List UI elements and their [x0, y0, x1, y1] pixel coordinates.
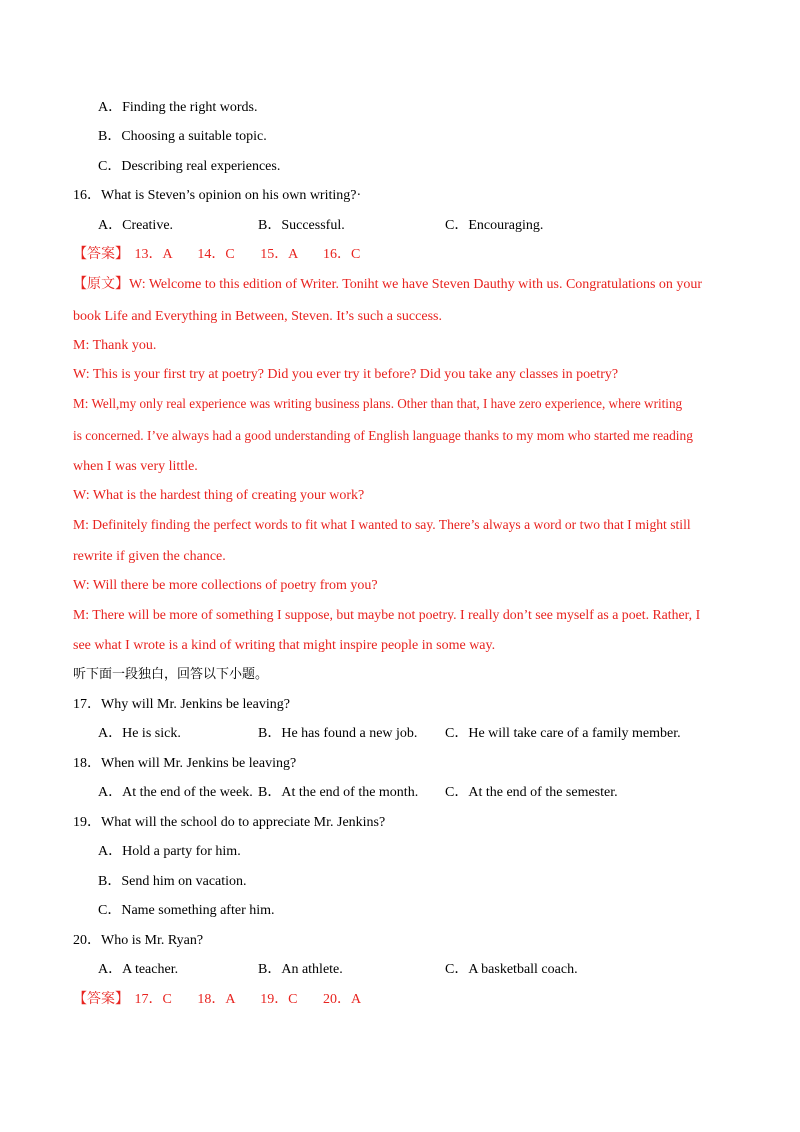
q17-option-c: C．He will take care of a family member.: [445, 726, 681, 741]
q20-option-c: C．A basketball coach.: [445, 962, 578, 977]
q20-option-b: B．An athlete.: [258, 962, 343, 977]
q18-option-b: B．At the end of the month.: [258, 785, 419, 800]
transcript-text: W: Welcome to this edition of Writer. Toniht we have Steven Dauthy with us. Congratulations on your: [129, 277, 703, 292]
q20-question: 20．Who is Mr. Ryan?: [73, 933, 204, 948]
transcript-line: M: There will be more of something I suppose, but maybe not poetry. I really don’t see myself as a poet. Rather, I: [73, 607, 701, 622]
transcript-line: M: Thank you.: [73, 338, 157, 353]
section-instruction: 听下面一段独白，回答以下小题。: [73, 667, 269, 682]
answer-item: 17．C: [134, 992, 172, 1007]
transcript-line: W: What is the hardest thing of creating your work?: [73, 488, 365, 503]
q18-question: 18．When will Mr. Jenkins be leaving?: [73, 756, 297, 771]
answer-item: 18．A: [197, 992, 235, 1007]
q15-option-b: B．Choosing a suitable topic.: [98, 129, 267, 144]
answer-label: 【答案】: [73, 992, 129, 1007]
transcript-line: when I was very little.: [73, 459, 198, 474]
q17-option-a: A．He is sick.: [98, 726, 181, 741]
q15-option-a: A．Finding the right words.: [98, 100, 258, 115]
answer-item: 13．A: [134, 247, 172, 262]
transcript-line: W: Will there be more collections of poetry from you?: [73, 578, 378, 593]
answer-block-1: [73, 246, 360, 264]
transcript-line: is concerned. I’ve always had a good understanding of English language thanks to my mom who started me reading: [73, 428, 693, 443]
answer-block-2: [73, 991, 361, 1009]
transcript-line: W: This is your first try at poetry? Did you ever try it before? Did you take any classes in poetry?: [73, 367, 619, 382]
transcript-line: M: Definitely finding the perfect words to fit what I wanted to say. There’s always a word or two that I might still: [73, 517, 691, 532]
transcript-line: book Life and Everything in Between, Steven. It’s such a success.: [73, 309, 442, 324]
answer-item: 19．C: [260, 992, 298, 1007]
answer-item: 15．A: [260, 247, 298, 262]
q16-question: 16．What is Steven’s opinion on his own writing?·: [73, 188, 362, 203]
q19-option-a: A．Hold a party for him.: [98, 844, 241, 859]
q18-option-c: C．At the end of the semester.: [445, 785, 618, 800]
q19-option-c: C．Name something after him.: [98, 903, 275, 918]
q16-option-a: A．Creative.: [98, 218, 174, 233]
q19-question: 19．What will the school do to appreciate Mr. Jenkins?: [73, 815, 386, 830]
q16-option-c: C．Encouraging.: [445, 218, 544, 233]
q17-option-b: B．He has found a new job.: [258, 726, 418, 741]
transcript-line: rewrite if given the chance.: [73, 549, 226, 564]
answer-item: 20．A: [323, 992, 362, 1007]
transcript-line: M: Well,my only real experience was writing business plans. Other than that, I have zero experience, where writing: [73, 396, 683, 411]
q15-option-c: C．Describing real experiences.: [98, 159, 281, 174]
answer-item: 16．C: [323, 247, 361, 262]
q20-option-a: A．A teacher.: [98, 962, 179, 977]
transcript-label: 【原文】: [73, 277, 129, 292]
answer-item: 14．C: [197, 247, 235, 262]
transcript-line: [73, 276, 702, 294]
q19-option-b: B．Send him on vacation.: [98, 874, 247, 889]
q18-option-a: A．At the end of the week.: [98, 785, 253, 800]
answer-label: 【答案】: [73, 247, 129, 262]
q16-option-b: B．Successful.: [258, 218, 345, 233]
transcript-line: see what I wrote is a kind of writing that might inspire people in some way.: [73, 638, 496, 653]
q17-question: 17．Why will Mr. Jenkins be leaving?: [73, 697, 290, 712]
